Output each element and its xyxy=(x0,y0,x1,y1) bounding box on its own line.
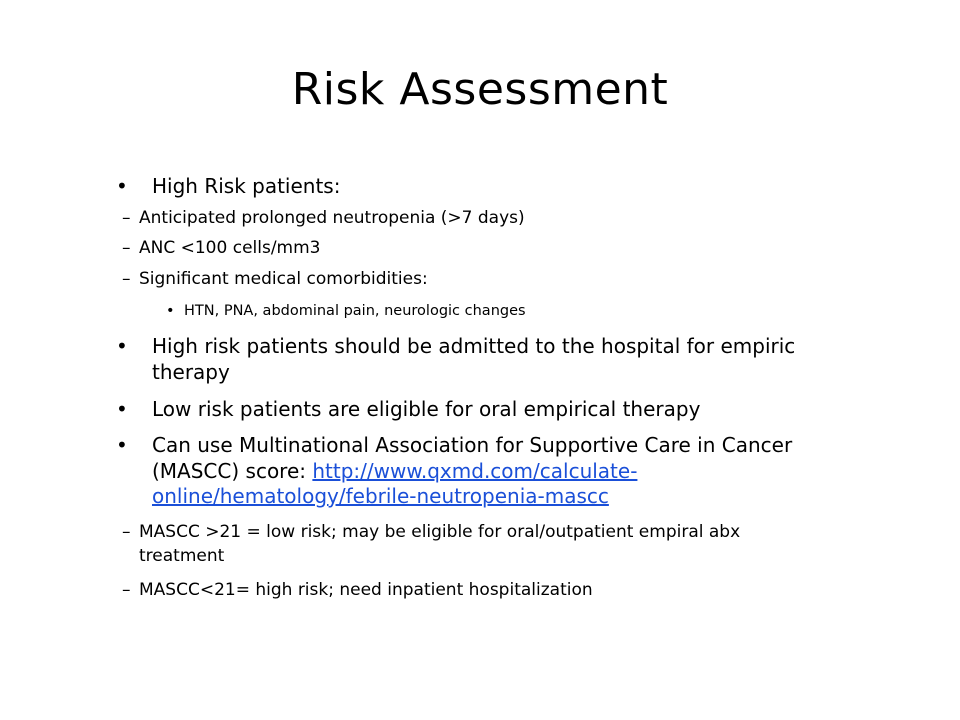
bullet-text-mascc-line3 xyxy=(152,484,609,508)
dash-marker: – xyxy=(122,580,131,600)
bullet-text-mascc-line1: Can use Multinational Association for Supportive Care in Cancer xyxy=(152,433,793,457)
mascc-calculator-link[interactable]: http://www.qxmd.com/calculate- xyxy=(312,459,638,483)
subsub-bullet-marker: • xyxy=(166,303,175,319)
bullet-text-admit-line1: High risk patients should be admitted to the hospital for empiric xyxy=(152,334,796,358)
bullet-text-admit-line2: therapy xyxy=(152,360,230,384)
bullet-text-low-risk: Low risk patients are eligible for oral empirical therapy xyxy=(152,397,701,421)
dash-marker: – xyxy=(122,238,131,258)
subsub-item-comorbidity-list: HTN, PNA, abdominal pain, neurologic changes xyxy=(184,303,526,319)
bullet-text-high-risk: High Risk patients: xyxy=(152,174,341,198)
sub-item-comorbidities: Significant medical comorbidities: xyxy=(139,269,428,289)
slide-title: Risk Assessment xyxy=(291,64,669,115)
bullet-marker: • xyxy=(116,334,128,358)
sub-item-anc: ANC <100 cells/mm3 xyxy=(139,238,321,258)
sub-item-mascc-high: MASCC<21= high risk; need inpatient hospitalization xyxy=(139,580,593,600)
bullet-text-mascc-line2: (MASCC) score: http://www.qxmd.com/calculate- xyxy=(152,459,638,483)
dash-marker: – xyxy=(122,269,131,289)
sub-item-prolonged-neutropenia: Anticipated prolonged neutropenia (>7 days) xyxy=(139,208,525,228)
dash-marker: – xyxy=(122,522,131,542)
sub-item-mascc-low-line2: treatment xyxy=(139,546,225,566)
mascc-calculator-link-continued[interactable]: online/hematology/febrile-neutropenia-mascc xyxy=(152,484,609,508)
dash-marker: – xyxy=(122,208,131,228)
bullet-marker: • xyxy=(116,433,128,457)
bullet-marker: • xyxy=(116,397,128,421)
sub-item-mascc-low-line1: MASCC >21 = low risk; may be eligible for oral/outpatient empiral abx xyxy=(139,522,741,542)
bullet-marker: • xyxy=(116,174,128,198)
